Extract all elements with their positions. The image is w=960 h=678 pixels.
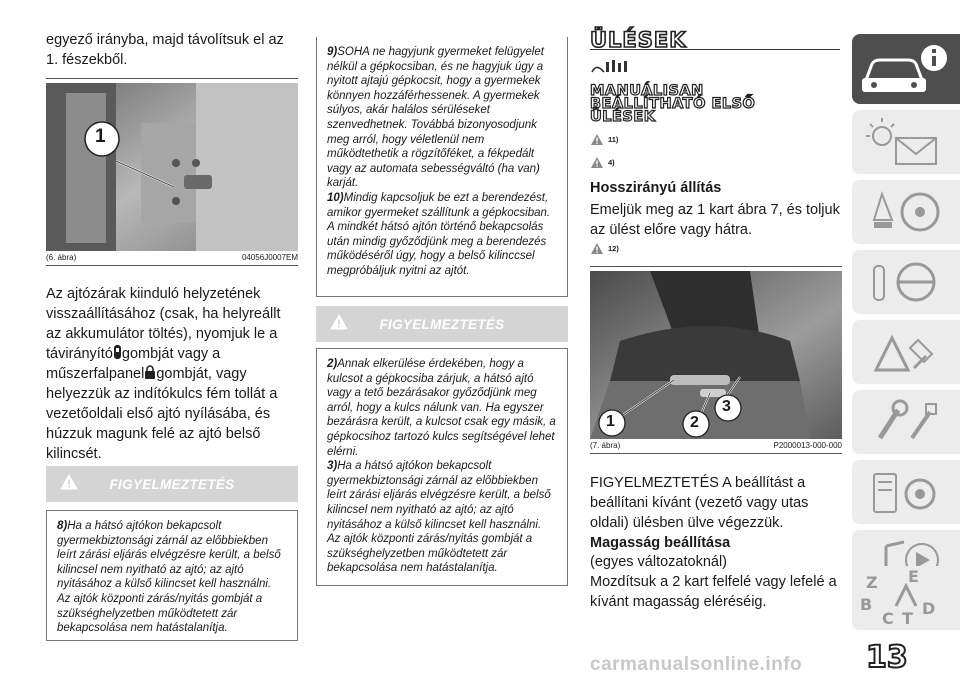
figure-7-image [590, 271, 842, 439]
intro-text: egyező irányba, majd távolítsuk el az 1. fészekből. [46, 32, 284, 68]
tab-technical-data[interactable] [852, 460, 960, 524]
note-ref-4-label: 4) [608, 158, 615, 167]
subsection-title [590, 85, 755, 124]
svg-text:Z: Z [866, 573, 878, 592]
warning-box-2 [316, 348, 568, 586]
reset-paragraph [46, 284, 298, 464]
tab-maintenance[interactable] [852, 390, 960, 454]
paragraph-longitudinal: Emeljük meg az 1 kart ábra 7, és toljuk az ülést előre vagy hátra. [590, 202, 840, 238]
note-ref-12 [590, 242, 619, 255]
page-number: 13 [866, 640, 908, 675]
warning-triangle-icon [590, 242, 604, 255]
warning-header-1 [46, 466, 298, 502]
figure-7-caption [590, 439, 842, 454]
manual-seat-icon [590, 58, 632, 81]
note-2-text: Annak elkerülése érdekében, hogy a kulcsot a gépkocsiba zárjuk, a hátsó ajtó vagy a tető bezárásakor győződjünk meg arról, hogy a kulcs nálunk van. Ha egyszer bezárásra került, a kulcsot csak egy másik, a gépkocsihoz tartozó kulcs segítségével lehet elérni. [327, 358, 556, 458]
figure-7 [590, 266, 842, 454]
svg-text:D: D [922, 599, 936, 618]
watermark: carmanualsonline.info [590, 654, 803, 675]
figure-7-label: (7. ábra) [590, 441, 621, 450]
note-9 [327, 45, 557, 191]
tab-safety[interactable] [852, 180, 960, 244]
warning-header-2 [316, 306, 568, 342]
figure-6-caption [46, 251, 298, 266]
subsection-title-line-1: MANUÁLISAN [590, 83, 704, 99]
figure-7-callout-1: 1 [606, 413, 615, 430]
figure-6-label: (6. ábra) [46, 253, 77, 262]
figure-7-callout-3: 3 [722, 398, 731, 415]
warning-triangle-icon [590, 156, 604, 169]
note-10-number: 10) [327, 191, 344, 204]
warning-triangle-icon [590, 133, 604, 146]
technical-data-icon [852, 460, 960, 524]
note-ref-12-label: 12) [608, 244, 619, 253]
subsection-title-line-3: ÜLÉSEK [590, 109, 656, 125]
tab-emergency[interactable] [852, 320, 960, 384]
svg-text:C: C [882, 609, 894, 628]
note-2-number: 2) [327, 358, 338, 370]
alphabet-index-icon [852, 566, 960, 630]
svg-text:E: E [908, 567, 919, 586]
note-2 [327, 357, 557, 459]
warning-box-1 [46, 510, 298, 641]
steering-wheel-icon [852, 250, 960, 314]
subsection-title-line-2: BEÁLLÍTHATÓ ELSŐ [590, 96, 756, 112]
key-fob-icon [113, 346, 122, 362]
reset-paragraph-part-b: gombját vagy a műszerfalpanel [46, 346, 221, 382]
section-rule [590, 49, 840, 50]
tab-car-info[interactable] [852, 34, 960, 104]
maintenance-icon [852, 390, 960, 454]
tab-index[interactable] [852, 566, 960, 630]
reset-paragraph-part-c: gombját, vagy helyezzük az indítókulcs fém tollát a vezetőoldali első ajtó nyílásába, és húzzuk magunk felé az ajtó belső kilincsét. [46, 366, 278, 462]
warning-emergency-icon [852, 320, 960, 384]
note-9-text: SOHA ne hagyjunk gyermeket felügyelet nélkül a gépkocsiban, és ne hagyjuk úgy a nyitott ajtajú gépkocsit, hogy a gyermekek könnyen hozzáférhessenek. A gyermekek súlyos, akár halálos sérüléseket szenvedhetnek. Továbbá bizonyosodjunk meg arról, hogy véletlenül nem működtethetik a rögzítőféket, a fékpedált vagy az automata sebességváltó (ha van) karját. [327, 46, 544, 190]
paragraph-warning-note: FIGYELMEZTETÉS A beállítást a beállítani kívánt (vezető vagy utas oldali) ülésben ülve végezzük. [590, 475, 809, 531]
note-8-text: Ha a hátsó ajtókon bekapcsolt gyermekbiztonsági zárnál az előbbiekben leírt zárási eljárás elvégzésre került, a belső kilincsel nem nyitható az ajtó; az ajtó nyitásához a külső kilincset kell használni. Az ajtók központi zárás/nyitás gombját a szükséghelyzetben működtetett zár bekapcsolása nem hatástalanítja. [57, 520, 281, 635]
note-3 [327, 459, 557, 576]
warning-triangle-icon [60, 474, 78, 490]
note-8 [57, 519, 287, 636]
warning-title-2: FIGYELMEZTETÉS [379, 316, 505, 332]
figure-6-code: 04056J0007EM [241, 253, 298, 262]
note-9-number: 9) [327, 46, 338, 58]
figure-6-image [46, 83, 298, 251]
car-info-icon [852, 34, 960, 104]
note-8-number: 8) [57, 520, 68, 532]
note-ref-4 [590, 156, 615, 169]
heading-longitudinal: Hosszirányú állítás [590, 180, 722, 196]
note-3-text: Ha a hátsó ajtókon bekapcsolt gyermekbiztonsági zárnál az előbbiekben leírt zárási eljárás elvégzésre került, a belső kilincsel nem nyitható az ajtó; az ajtó nyitásához a külső kilincset kell használni. Az ajtók központi zárás/nyitás gombját a szükséghelyzetben működtetett zár bekapcsolása nem hatástalanítja. [327, 460, 551, 575]
figure-7-code: P2000013-000-000 [773, 441, 842, 450]
warning-title-1: FIGYELMEZTETÉS [109, 476, 235, 492]
warning-triangle-icon [330, 314, 348, 330]
warning-box-continued [316, 37, 568, 297]
tab-lights-messages[interactable] [852, 110, 960, 174]
figure-6 [46, 78, 298, 266]
figure-6-callout-1: 1 [95, 126, 106, 147]
note-10 [327, 191, 557, 279]
reset-paragraph-part-a: Az ajtózárak kiinduló helyzetének visszaállításához (csak, ha helyreállt az akkumulátor töltés), nyomjuk le a távirányító [46, 286, 281, 362]
note-ref-11-label: 11) [608, 135, 619, 144]
lock-icon [144, 366, 156, 382]
lights-messages-icon [852, 110, 960, 174]
note-10-text: Mindig kapcsoljuk be ezt a berendezést, amikor gyermeket szállítunk a gépkocsiban. A mindkét hátsó ajtón történő bekapcsolás után mindig győződjünk meg a berendezés működéséről úgy, hogy a belső kilinccsel megpróbáljuk nyitni az ajtót. [327, 191, 551, 277]
figure-7-callout-2: 2 [690, 414, 699, 431]
svg-text:T: T [902, 609, 913, 628]
paragraph-height: Mozdítsuk a 2 kart felfelé vagy lefelé a kívánt magasság eléréséig. [590, 574, 837, 610]
tab-starting-driving[interactable] [852, 250, 960, 314]
svg-text:B: B [860, 595, 873, 614]
note-ref-11 [590, 133, 618, 146]
heading-height: Magasság beállítása [590, 535, 731, 551]
note-3-number: 3) [327, 460, 338, 473]
section-title: ÜLÉSEK [590, 28, 687, 52]
heading-height-sub: (egyes változatoknál) [590, 554, 728, 570]
safety-icon [852, 180, 960, 244]
